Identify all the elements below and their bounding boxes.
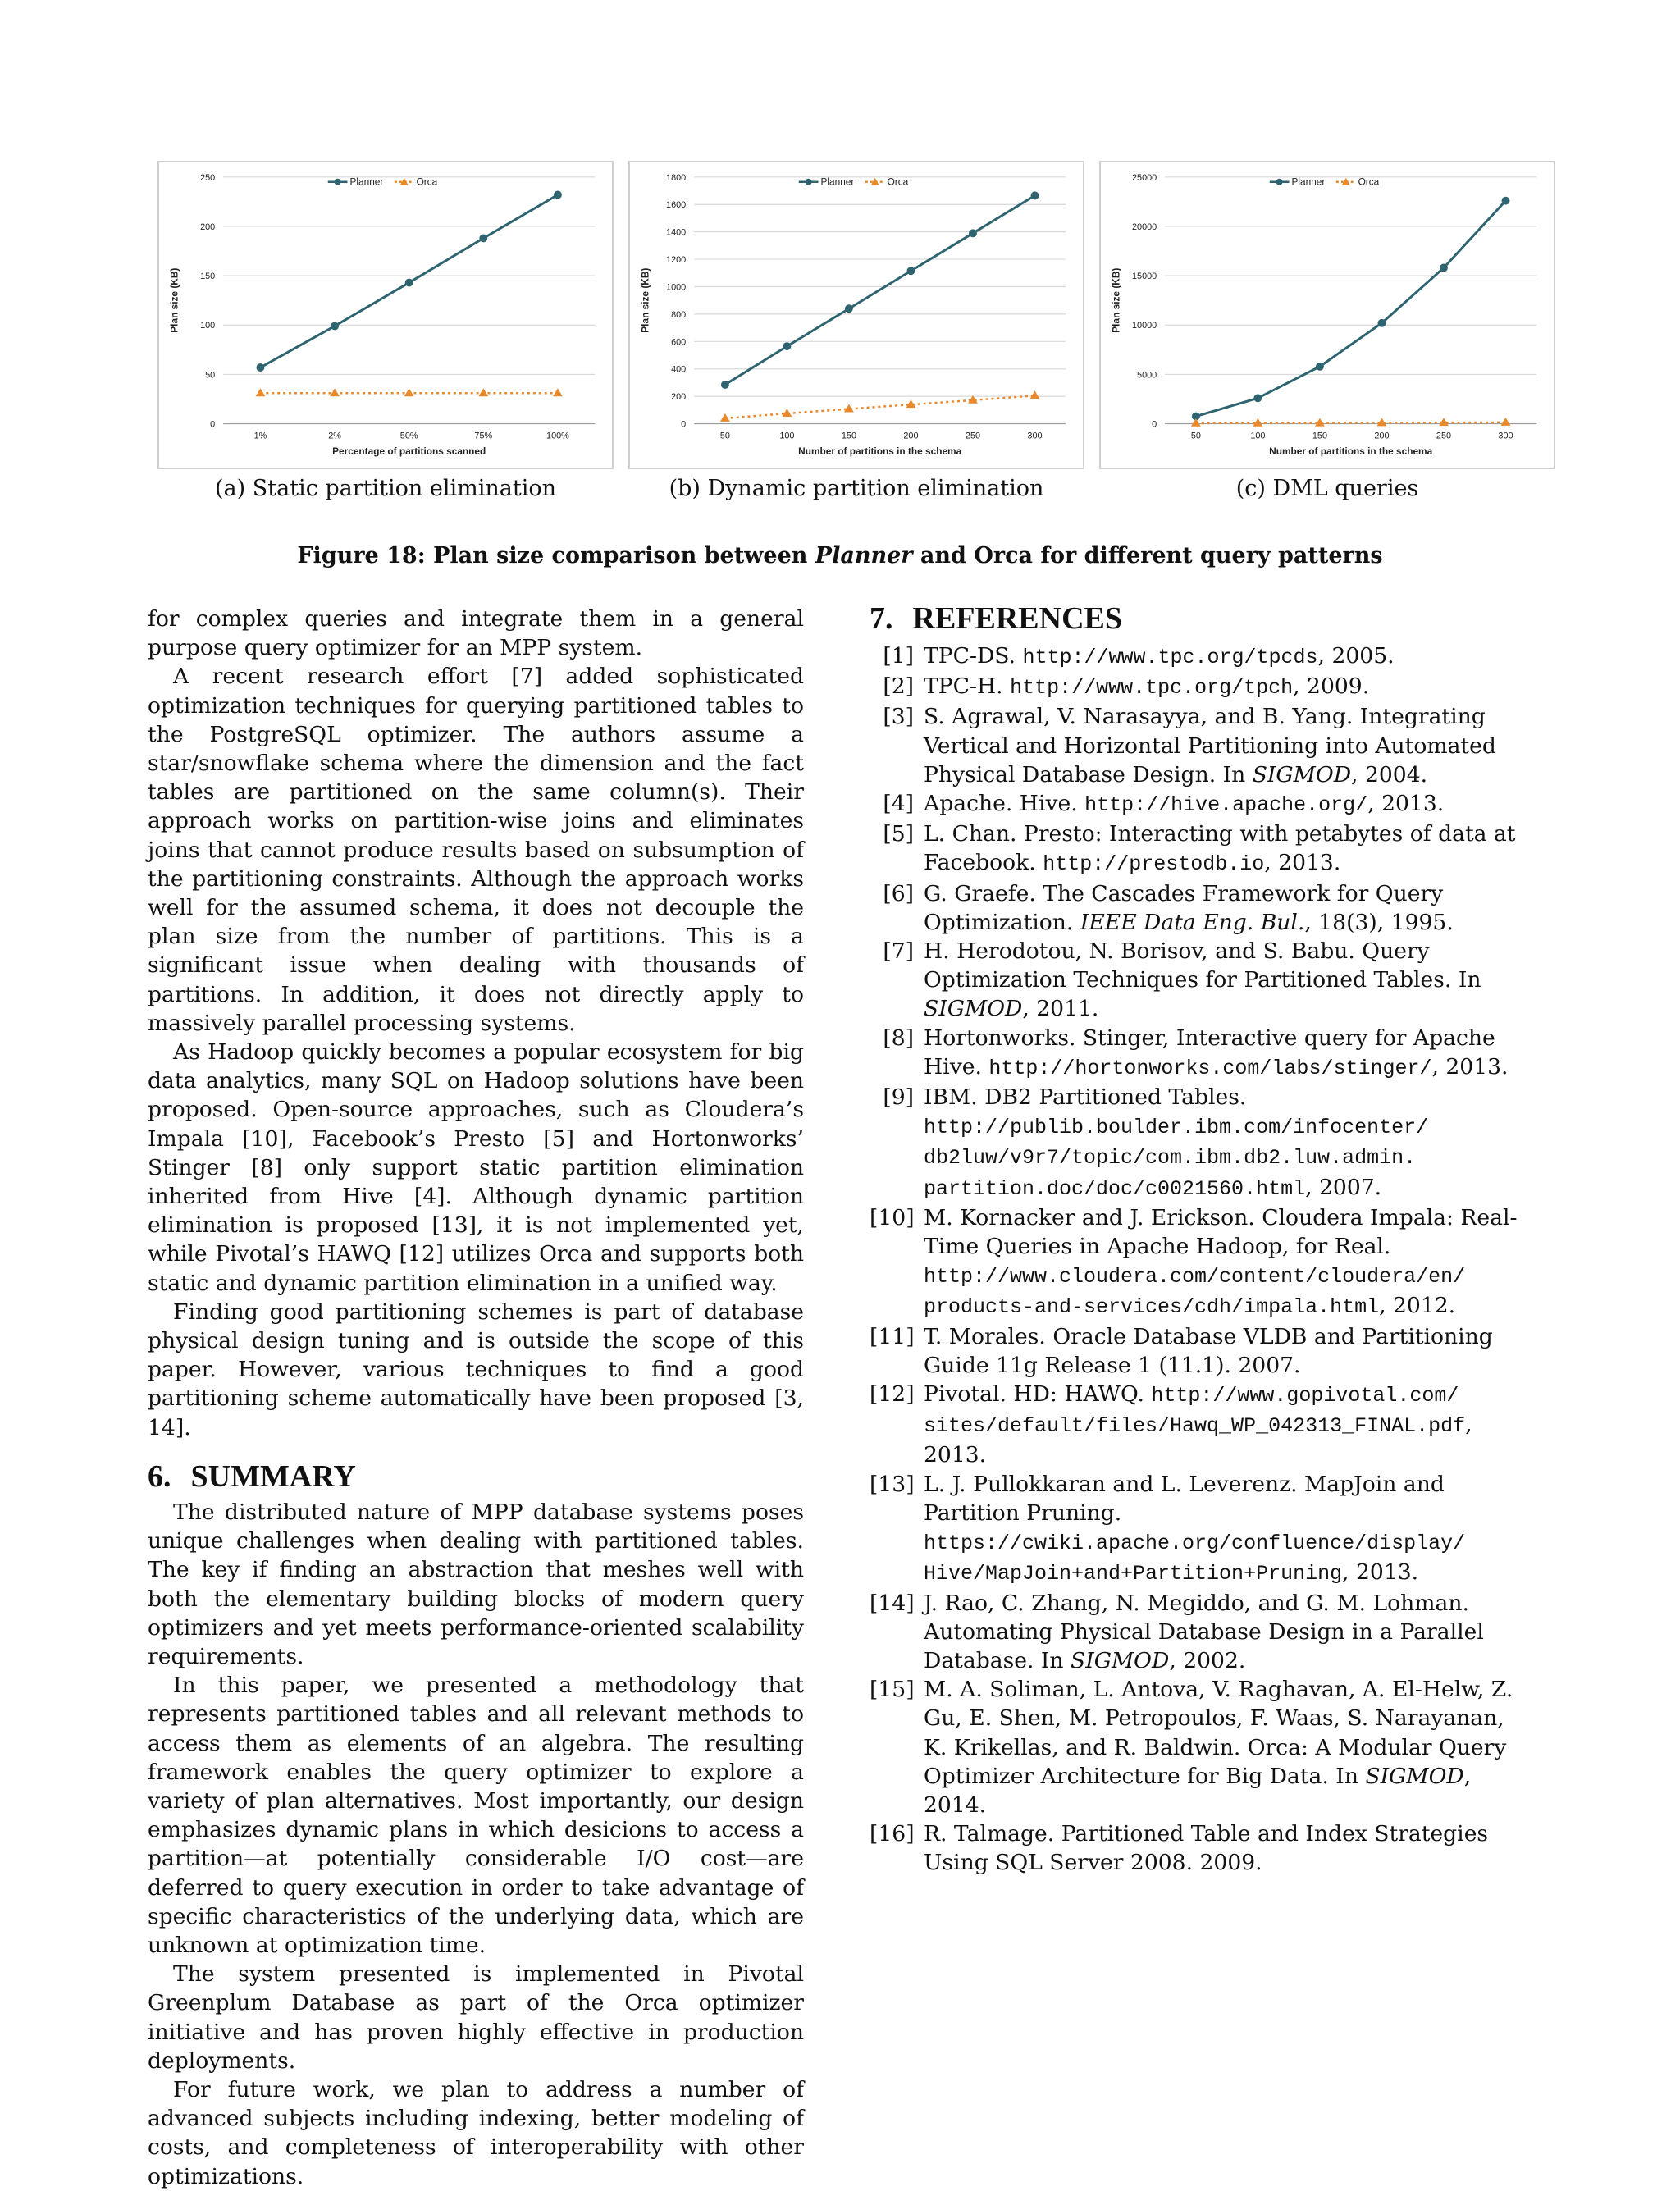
x-tick-label: 50 xyxy=(1190,431,1201,441)
reference-item xyxy=(870,641,1534,672)
data-point-orca xyxy=(1191,418,1201,427)
reference-segment: , 2013. xyxy=(1431,1053,1509,1080)
data-point-orca xyxy=(1030,390,1040,399)
reference-segment: S. Agrawal, V. Narasayya, and B. Yang. Integrating Vertical and Horizontal Partitioning into Automated Physical Database Design. In xyxy=(924,704,1496,787)
series-line-orca xyxy=(725,395,1035,418)
y-tick-label: 5000 xyxy=(1137,370,1157,381)
reference-segment: J. Rao, C. Zhang, N. Megiddo, and G. M. Lohman. Automating Physical Database Design in a Parallel Database. In xyxy=(924,1590,1484,1673)
series-line-planner xyxy=(1196,201,1506,417)
reference-text xyxy=(924,1819,1534,1877)
reference-item xyxy=(870,702,1534,789)
y-tick-label: 1600 xyxy=(666,200,687,211)
reference-number: [9] xyxy=(883,1084,914,1111)
reference-number: [11] xyxy=(870,1323,915,1349)
reference-text xyxy=(924,1470,1534,1589)
reference-venue: IEEE Data Eng. Bul. xyxy=(1080,909,1305,935)
reference-number: [3] xyxy=(883,704,914,730)
reference-number: [13] xyxy=(870,1471,915,1497)
reference-text xyxy=(924,1589,1534,1676)
reference-segment: Pivotal. HD: HAWQ. xyxy=(924,1381,1152,1408)
x-tick-label: 100 xyxy=(779,431,795,441)
reference-item xyxy=(870,879,1534,937)
reference-venue: SIGMOD xyxy=(1252,761,1352,787)
reference-number: [12] xyxy=(870,1381,915,1408)
data-point-orca xyxy=(553,388,563,396)
reference-venue: SIGMOD xyxy=(924,996,1023,1022)
reference-segment: , 2009. xyxy=(1293,673,1370,700)
reference-segment: G. Graefe. The Cascades Framework for Query Optimization. xyxy=(924,880,1444,935)
data-point-orca xyxy=(478,388,488,396)
reference-text xyxy=(924,1024,1534,1083)
reference-segment: L. Chan. Presto: Interacting with petabytes of data at Facebook. xyxy=(924,821,1516,876)
reference-number: [5] xyxy=(883,821,914,847)
reference-text xyxy=(924,1380,1534,1470)
chart-legend xyxy=(799,176,909,188)
x-axis-label: Number of partitions in the schema xyxy=(798,445,962,458)
legend-label-orca: Orca xyxy=(416,176,438,188)
reference-segment: , 2012. xyxy=(1379,1293,1456,1319)
reference-segment: , 2005. xyxy=(1317,643,1395,669)
legend-label-planner: Planner xyxy=(820,176,855,188)
reference-number: [7] xyxy=(883,938,914,965)
y-tick-label: 600 xyxy=(671,337,687,348)
legend-marker-planner xyxy=(335,179,341,185)
reference-number: [4] xyxy=(883,791,914,817)
reference-segment: R. Talmage. Partitioned Table and Index Strategies Using SQL Server 2008. 2009. xyxy=(924,1821,1489,1876)
figure-caption-prefix: Figure 18: Plan size comparison between xyxy=(297,543,815,568)
data-point-orca xyxy=(404,388,414,396)
reference-number: [16] xyxy=(870,1821,915,1847)
reference-url: http://hive.apache.org/ xyxy=(1084,793,1368,818)
chart-panel-c xyxy=(1099,161,1555,469)
reference-segment: , 2007. xyxy=(1305,1174,1382,1200)
y-tick-label: 50 xyxy=(205,370,216,381)
reference-text xyxy=(924,672,1534,702)
reference-segment: TPC-H. xyxy=(924,673,1011,700)
reference-number: [14] xyxy=(870,1590,915,1616)
x-axis-label: Number of partitions in the schema xyxy=(1269,445,1433,458)
reference-segment: Apache. Hive. xyxy=(924,791,1085,817)
reference-segment: , 2002. xyxy=(1169,1647,1246,1673)
paragraph: The distributed nature of MPP database systems poses unique challenges when dealing with partitioned tables. The key if finding an abstraction that meshes well with both the elementary building blocks of modern query optimizers and yet meets performance-oriented scalability requirements. xyxy=(148,1499,804,1669)
reference-url: http://www.tpc.org/tpch xyxy=(1010,676,1294,701)
paragraph: In this paper, we presented a methodology that represents partitioned tables and all relevant methods to access them as elements of an algebra. The resulting framework enables the query optimizer to explore a variety of plan alternatives. Most importantly, our design emphasizes dynamic plans in which desicions to access a partition—at potentially considerable I/O cost—are deferred to query execution in order to take advantage of specific characteristics of the underlying data, which are unknown at optimization time. xyxy=(148,1673,804,1958)
reference-segment: , 2004. xyxy=(1351,761,1428,787)
reference-list xyxy=(870,641,1534,1878)
y-tick-label: 800 xyxy=(671,309,687,320)
chart-c xyxy=(1101,162,1554,468)
reference-item xyxy=(870,819,1534,879)
reference-segment: L. J. Pullokkaran and L. Leverenz. MapJoin and Partition Pruning. xyxy=(924,1471,1445,1526)
chart-panel-b xyxy=(628,161,1084,469)
reference-item xyxy=(870,1203,1534,1322)
reference-segment: , 2014. xyxy=(924,1763,1472,1818)
data-point-orca xyxy=(782,409,792,417)
subcaption-b: (b) Dynamic partition elimination xyxy=(669,476,1044,501)
subcaption-c: (c) DML queries xyxy=(1235,476,1419,501)
data-point-orca xyxy=(844,404,854,413)
x-tick-label: 150 xyxy=(841,431,857,441)
y-tick-label: 1400 xyxy=(666,227,687,238)
legend-label-planner: Planner xyxy=(349,176,384,188)
reference-segment: Hortonworks. Stinger, Interactive query for Apache Hive. xyxy=(924,1025,1495,1080)
data-point-planner xyxy=(405,279,413,287)
x-tick-label: 50 xyxy=(719,431,730,441)
reference-venue: SIGMOD xyxy=(1070,1647,1170,1673)
figure-caption xyxy=(0,543,1680,568)
paragraph: for complex queries and integrate them in a general purpose query optimizer for an MPP system. xyxy=(148,606,804,661)
series-line-planner xyxy=(725,195,1035,385)
reference-number: [2] xyxy=(883,673,914,700)
legend-marker-planner xyxy=(1276,179,1283,185)
chart-panel-a xyxy=(158,161,614,469)
y-tick-label: 1200 xyxy=(666,255,687,266)
reference-text xyxy=(924,819,1534,879)
data-point-planner xyxy=(554,191,562,199)
x-tick-label: 75% xyxy=(474,431,493,441)
section-heading-summary xyxy=(148,1457,804,1496)
reference-number: [1] xyxy=(883,643,914,669)
paragraph: Finding good partitioning schemes is part of database physical design tuning and is outside the scope of this paper. However, various techniques to find a good partitioning scheme automatically have been proposed [3, 14]. xyxy=(148,1299,804,1440)
y-tick-label: 15000 xyxy=(1131,272,1157,282)
x-tick-label: 300 xyxy=(1498,431,1513,441)
reference-text xyxy=(924,937,1534,1024)
reference-text xyxy=(924,1675,1534,1819)
reference-url: http://www.tpc.org/tpcds xyxy=(1022,646,1318,669)
data-point-planner xyxy=(783,342,791,350)
data-point-planner xyxy=(1440,264,1448,272)
paragraph: The system presented is implemented in Pivotal Greenplum Database as part of the Orca optimizer initiative and has proven highly effective in production deployments. xyxy=(148,1961,804,2074)
x-tick-label: 1% xyxy=(253,431,267,441)
x-tick-label: 2% xyxy=(328,431,341,441)
reference-url: https://cwiki.apache.org/confluence/display/ Hive/MapJoin+and+Partition+Pruning xyxy=(924,1531,1466,1586)
data-point-planner xyxy=(1502,197,1510,205)
reference-item xyxy=(870,1675,1534,1819)
section-title: REFERENCES xyxy=(912,601,1122,636)
section-heading-references xyxy=(870,599,1534,638)
y-tick-label: 250 xyxy=(200,172,216,183)
data-point-planner xyxy=(256,363,264,372)
reference-segment: TPC-DS. xyxy=(924,643,1023,669)
y-tick-label: 25000 xyxy=(1131,172,1157,183)
x-tick-label: 100 xyxy=(1250,431,1266,441)
x-tick-label: 100% xyxy=(546,431,569,441)
reference-text xyxy=(924,789,1534,819)
reference-item xyxy=(870,1083,1534,1203)
reference-url: http://www.cloudera.com/content/cloudera/en/ products-and-services/cdh/impala.html xyxy=(924,1265,1466,1320)
reference-item xyxy=(870,1470,1534,1589)
legend-marker-planner xyxy=(806,179,812,185)
reference-segment: M. A. Soliman, L. Antova, V. Raghavan, A. El-Helw, Z. Gu, E. Shen, M. Petropoulos, F. Waas, S. Narayanan, K. Krikellas, and R. Baldwin. Orca: A Modular Query Optimizer Architecture for Big Data. In xyxy=(924,1677,1513,1789)
left-column xyxy=(148,605,804,2191)
data-point-planner xyxy=(907,267,915,275)
reference-number: [15] xyxy=(870,1677,915,1703)
section-number: 7. xyxy=(870,601,893,636)
chart-legend xyxy=(328,176,438,188)
data-point-planner xyxy=(479,234,487,242)
data-point-orca xyxy=(720,413,730,422)
section-title: SUMMARY xyxy=(190,1458,356,1494)
reference-segment: , 2013. xyxy=(924,1412,1472,1468)
legend-label-orca: Orca xyxy=(1358,176,1380,188)
reference-segment: , 2013. xyxy=(1342,1559,1419,1586)
y-axis-label: Plan size (KB) xyxy=(168,267,180,333)
reference-segment: T. Morales. Oracle Database VLDB and Partitioning Guide 11g Release 1 (11.1). 2007. xyxy=(924,1323,1493,1378)
reference-segment: , 2011. xyxy=(1022,996,1099,1022)
data-point-planner xyxy=(1316,363,1324,371)
reference-text xyxy=(924,1083,1534,1203)
y-tick-label: 0 xyxy=(1152,419,1157,430)
reference-segment: H. Herodotou, N. Borisov, and S. Babu. Query Optimization Techniques for Partitioned Tables. In xyxy=(924,938,1481,993)
x-tick-label: 50% xyxy=(399,431,418,441)
reference-text xyxy=(924,1203,1534,1322)
data-point-planner xyxy=(1031,191,1039,199)
data-point-planner xyxy=(1378,319,1386,327)
chart-b xyxy=(630,162,1083,468)
data-point-planner xyxy=(845,304,853,313)
data-point-planner xyxy=(721,381,729,389)
reference-text xyxy=(924,641,1534,672)
reference-url: http://hortonworks.com/labs/stinger/ xyxy=(988,1056,1432,1080)
paragraph: As Hadoop quickly becomes a popular ecosystem for big data analytics, many SQL on Hadoop solutions have been proposed. Open-source approaches, such as Cloudera’s Impala [10], Facebook’s Presto [5] and Hortonworks’ Stinger [8] only support static partition elimination inherited from Hive [4]. Although dynamic partition elimination is proposed [13], it is not implemented yet, while Pivotal’s HAWQ [12] utilizes Orca and supports both static and dynamic partition elimination in a unified way. xyxy=(148,1039,804,1296)
legend-label-orca: Orca xyxy=(887,176,909,188)
reference-url: http://prestodb.io xyxy=(1043,852,1265,877)
y-tick-label: 200 xyxy=(671,392,687,403)
reference-item xyxy=(870,1819,1534,1877)
chart-legend xyxy=(1270,176,1380,188)
reference-text xyxy=(924,879,1534,937)
x-axis-label: Percentage of partitions scanned xyxy=(332,445,486,458)
reference-item xyxy=(870,1024,1534,1083)
data-point-planner xyxy=(969,229,977,237)
x-tick-label: 250 xyxy=(965,431,981,441)
reference-segment: , 18(3), 1995. xyxy=(1304,909,1454,935)
series-line-orca xyxy=(1196,422,1506,423)
data-point-planner xyxy=(331,322,339,331)
subcaption-a: (a) Static partition elimination xyxy=(215,476,556,501)
reference-item xyxy=(870,1589,1534,1676)
y-tick-label: 100 xyxy=(200,321,216,331)
y-tick-label: 0 xyxy=(681,419,687,430)
reference-venue: SIGMOD xyxy=(1365,1763,1464,1789)
reference-text xyxy=(924,1322,1534,1380)
reference-item xyxy=(870,1322,1534,1380)
x-tick-label: 200 xyxy=(903,431,919,441)
reference-segment: IBM. DB2 Partitioned Tables. xyxy=(924,1084,1247,1111)
reference-url: http://publib.boulder.ibm.com/infocenter/ db2luw/v9r7/topic/com.ibm.db2.luw.admin. partition.doc/doc/c0021560.html xyxy=(924,1116,1429,1201)
reference-segment: , 2013. xyxy=(1367,791,1445,817)
y-tick-label: 1800 xyxy=(666,172,687,183)
y-tick-label: 20000 xyxy=(1131,221,1157,232)
y-tick-label: 200 xyxy=(200,221,216,232)
y-tick-label: 400 xyxy=(671,364,687,375)
data-point-orca xyxy=(1501,418,1511,426)
y-tick-label: 150 xyxy=(200,272,216,282)
reference-item xyxy=(870,937,1534,1024)
reference-item xyxy=(870,789,1534,819)
reference-text xyxy=(924,702,1534,789)
x-tick-label: 200 xyxy=(1374,431,1390,441)
section-number: 6. xyxy=(148,1458,171,1494)
y-axis-label: Plan size (KB) xyxy=(1110,267,1122,333)
figure-caption-italic: Planner xyxy=(815,543,913,568)
reference-url: http://www.gopivotal.com/ sites/default/files/Hawq_WP_042313_FINAL.pdf xyxy=(924,1384,1466,1439)
reference-segment: M. Kornacker and J. Erickson. Cloudera Impala: Real-Time Queries in Apache Hadoop, for Real. xyxy=(924,1204,1518,1260)
y-tick-label: 10000 xyxy=(1131,321,1157,331)
reference-item xyxy=(870,672,1534,702)
y-tick-label: 0 xyxy=(210,419,216,430)
y-axis-label: Plan size (KB) xyxy=(639,267,651,333)
reference-number: [6] xyxy=(883,880,914,906)
reference-segment: , 2013. xyxy=(1264,850,1341,876)
paragraph: A recent research effort [7] added sophisticated optimization techniques for querying partitioned tables to the PostgreSQL optimizer. The authors assume a star/snowflake schema where the dimension and the fact tables are partitioned on the same column(s). Their approach works on partition-wise joins and eliminates joins that cannot produce results based on subsumption of the partitioning constraints. Although the approach works well for the assumed schema, it does not decouple the plan size from the number of partitions. This is a significant issue when dealing with thousands of partitions. In addition, it does not directly apply to massively parallel processing systems. xyxy=(148,664,804,1036)
references-column xyxy=(870,599,1534,1878)
y-tick-label: 1000 xyxy=(666,282,687,293)
reference-item xyxy=(870,1380,1534,1470)
legend-label-planner: Planner xyxy=(1291,176,1326,188)
data-point-orca xyxy=(256,388,266,396)
reference-number: [10] xyxy=(870,1204,915,1230)
figure-caption-suffix: and Orca for different query patterns xyxy=(912,543,1383,568)
data-point-orca xyxy=(330,388,340,396)
x-tick-label: 250 xyxy=(1436,431,1452,441)
reference-number: [8] xyxy=(883,1025,914,1051)
data-point-planner xyxy=(1253,394,1262,402)
x-tick-label: 150 xyxy=(1312,431,1328,441)
x-tick-label: 300 xyxy=(1027,431,1043,441)
chart-a xyxy=(159,162,612,468)
paragraph: For future work, we plan to address a number of advanced subjects including indexing, better modeling of costs, and completeness of interoperability with other optimizations. xyxy=(148,2076,804,2189)
